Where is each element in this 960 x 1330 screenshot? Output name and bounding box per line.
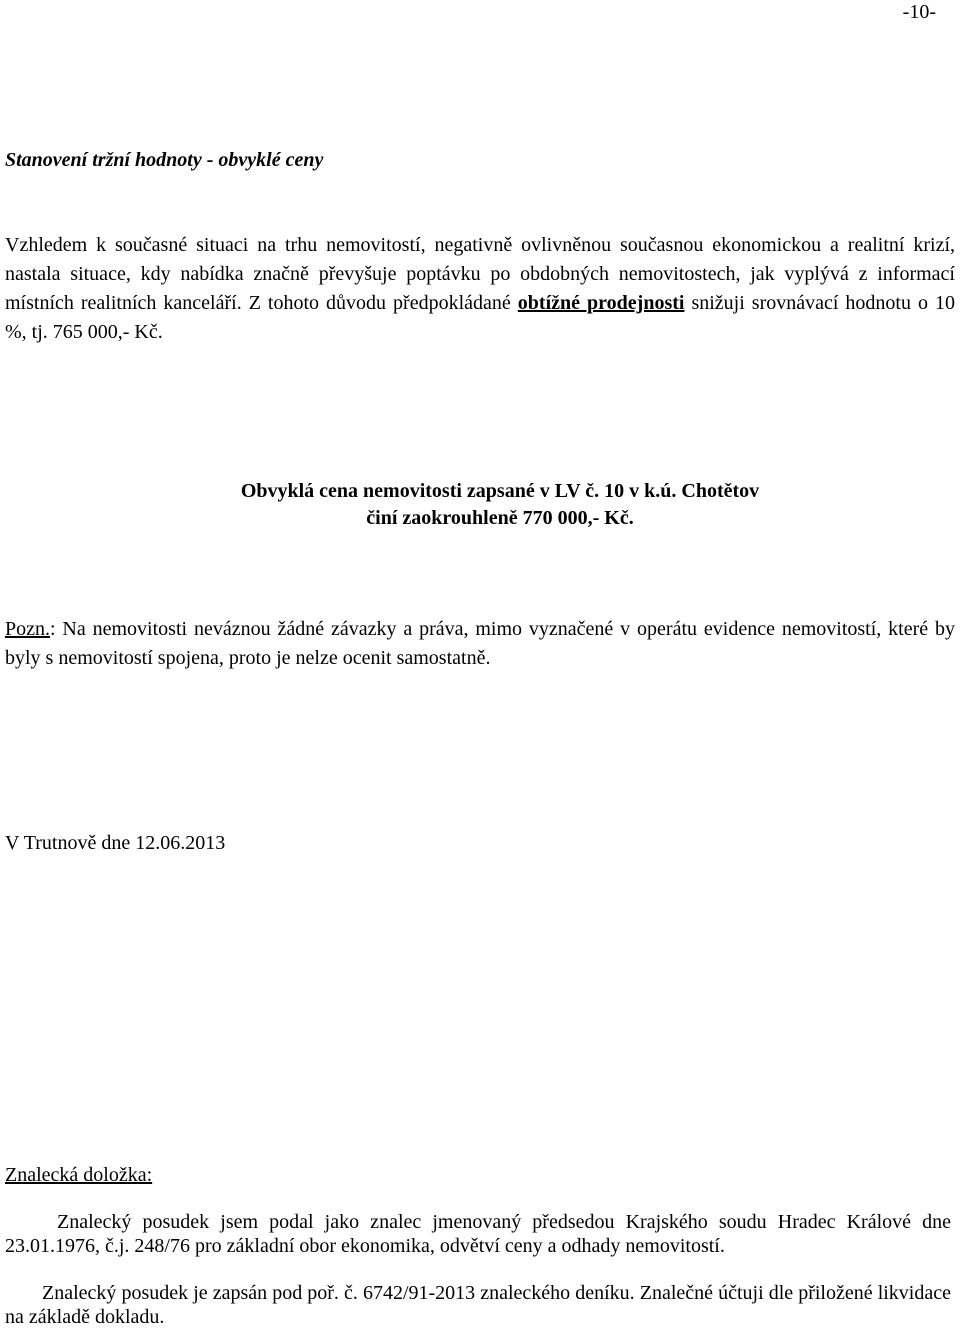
price-conclusion-line-1: Obvyklá cena nemovitosti zapsané v LV č. 10 v k.ú. Chotětov <box>240 480 760 502</box>
price-conclusion <box>0 478 960 532</box>
emphasized-phrase: obtížné prodejnosti <box>517 292 685 314</box>
section-heading: Stanovení tržní hodnoty - obvyklé ceny <box>5 149 324 171</box>
paragraph-text-start: Vzhledem k současné situaci na trhu nemovitostí, negativně ovlivněnou současnou ekonomickou a realitní krizí, nastala situace, kdy nabídka značně převyšuje poptávku po obdobných nemovitostech, jak vyplývá z informací místních realitních kanceláří. Z tohoto důvodu předpokládané <box>5 234 955 314</box>
note-label: Pozn. <box>5 618 50 640</box>
note-text: : Na nemovitosti neváznou žádné závazky a práva, mimo vyznačené v operátu evidence nemovitostí, které by byly s nemovitostí spojena, proto je nelze ocenit samostatně. <box>5 618 955 669</box>
market-situation-paragraph <box>5 231 955 347</box>
page-number: -10- <box>902 1 936 23</box>
place-and-date: V Trutnově dne 12.06.2013 <box>5 832 226 854</box>
price-conclusion-line-2: činí zaokrouhleně 770 000,- Kč. <box>366 507 634 529</box>
expert-clause-paragraph-1: Znalecký posudek jsem podal jako znalec jmenovaný předsedou Krajského soudu Hradec Králové dne 23.01.1976, č.j. 248/76 pro základní obor ekonomika, odvětví ceny a odhady nemovitostí. <box>5 1211 951 1257</box>
note-paragraph <box>5 615 955 673</box>
paragraph-text-end: snižuji srovnávací hodnotu o 10 %, tj. 765 000,- Kč. <box>5 292 956 343</box>
expert-clause-paragraph-2: Znalecký posudek je zapsán pod poř. č. 6742/91-2013 znaleckého deníku. Znalečné účtuji dle přiložené likvidace na základě dokladu. <box>5 1282 951 1328</box>
expert-clause-title: Znalecká doložka: <box>5 1164 153 1186</box>
